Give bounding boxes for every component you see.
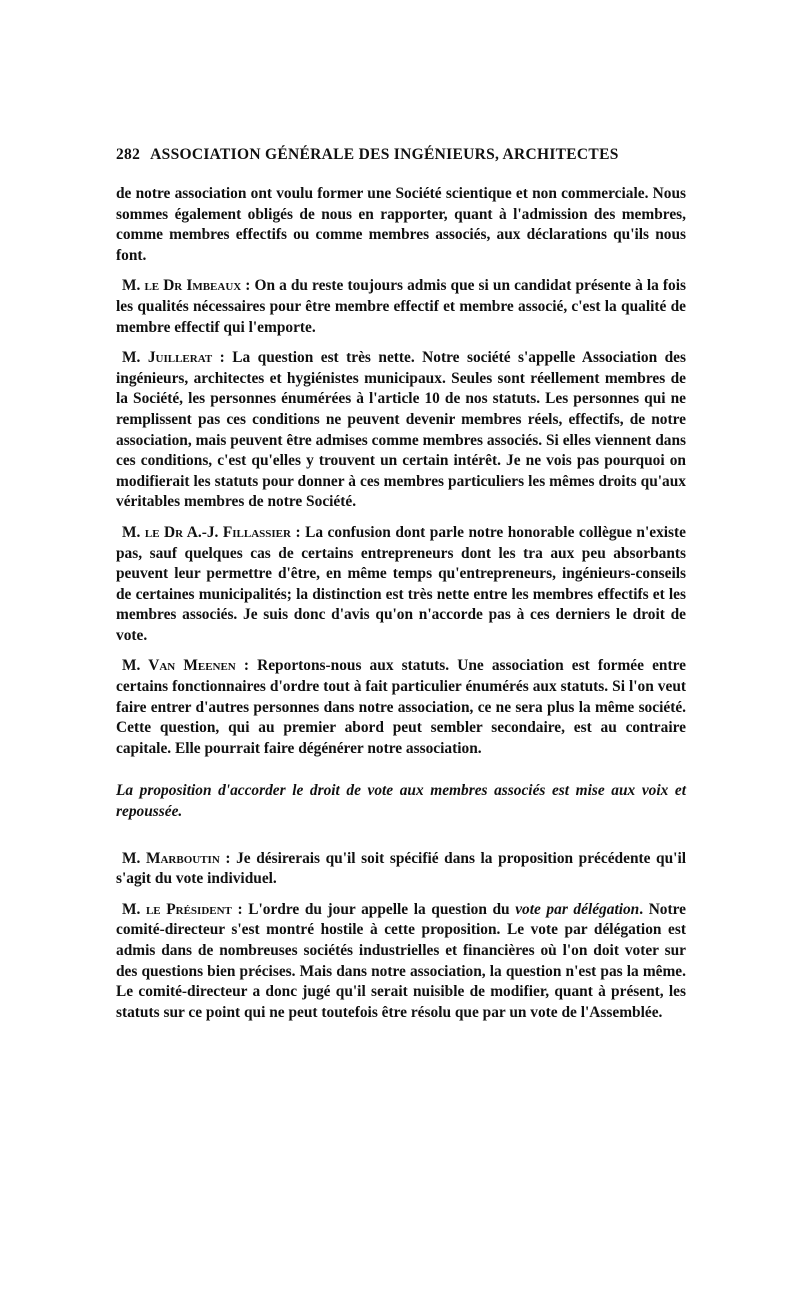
- paragraph-text: La question est très nette. Notre société s'appelle Association des ingénieurs, architectes et hygiénistes municipaux. Seules sont réellement membres de la Société, les personnes énumérées à l'article 10 de nos statuts. Les personnes qui ne remplissent pas ces conditions ne peuvent devenir membres réels, effectifs, de notre association, mais peuvent être admises comme membres associés. Si elles viennent dans ces conditions, c'est qu'elles y trouvent un certain intérêt. Je ne vois pas pourquoi on modifierait les statuts pour donner à ces membres particuliers les mêmes droits qu'aux véritables membres de notre Société.: [116, 349, 686, 511]
- paragraph-text: de notre association ont voulu former une Société scientique et non commerciale. Nous sommes également obligés de nous en rapporter, quant à l'admission des membres, comme membres effectifs ou comme membres associés, aux déclarations qu'ils nous font.: [116, 185, 686, 264]
- paragraph-marboutin: [116, 849, 686, 890]
- paragraph-text: Je désirerais qu'il soit spécifié dans la proposition précédente qu'il s'agit du vote individuel.: [116, 849, 686, 888]
- speaker-name: M. le Président :: [122, 900, 243, 918]
- running-title: ASSOCIATION GÉNÉRALE DES INGÉNIEURS, ARCHITECTES: [150, 146, 619, 163]
- paragraph-president: [116, 900, 686, 1024]
- paragraph-text: On a du reste toujours admis que si un candidat présente à la fois les qualités nécessaires pour être membre effectif et membre associé, c'est la qualité de membre effectif qui l'emporte.: [116, 277, 686, 336]
- running-header: [116, 146, 686, 164]
- paragraph-text: Reportons-nous aux statuts. Une association est formée entre certains fonctionnaires d'ordre tout à fait particulier énumérés aux statuts. Si l'on veut faire entrer d'autres personnes dans notre association, ce ne sera plus la même société. Cette question, qui au premier abord peut sembler secondaire, est au contraire capitale. Elle pourrait faire dégénérer notre association.: [116, 657, 686, 757]
- document-page: [116, 146, 686, 1033]
- paragraph-continuation: [116, 184, 686, 266]
- speaker-name: M. Van Meenen :: [122, 657, 249, 675]
- paragraph-text: L'ordre du jour appelle la question du: [242, 900, 516, 918]
- page-number: 282: [116, 146, 141, 163]
- paragraph-text: . Notre comité-directeur s'est montré hostile à cette proposition. Le vote par délégation est admis dans de nombreuses sociétés industrielles et financières où l'on doit voter sur des questions bien précises. Mais dans notre association, la question n'est pas la même. Le comité-directeur a donc jugé qu'il serait nuisible de modifier, quant à présent, les statuts sur ce point qui ne peut toutefois être résolu que par un vote de l'Assemblée.: [116, 900, 687, 1021]
- speaker-name: M. Marboutin :: [122, 849, 231, 867]
- paragraph-imbeaux: [116, 276, 686, 338]
- decision-note: La proposition d'accorder le droit de vote aux membres associés est mise aux voix et repoussée.: [116, 782, 686, 821]
- paragraph-italic-phrase: vote par délégation: [515, 900, 640, 918]
- speaker-name: M. Juillerat :: [122, 349, 225, 367]
- paragraph-van-meenen: [116, 656, 686, 759]
- paragraph-juillerat: [116, 348, 686, 513]
- paragraph-fillassier: [116, 523, 686, 647]
- speaker-name: M. le Dr Imbeaux :: [122, 277, 251, 295]
- paragraph-text: La confusion dont parle notre honorable collègue n'existe pas, sauf quelques cas de certains entrepreneurs dont les tra aux peu absorbants peuvent leur permettre d'être, en même temps qu'entrepreneurs, ingénieurs-conseils de certaines municipalités; la distinction est très nette entre les membres effectifs et les membres associés. Je suis donc d'avis qu'on n'accorde pas à ces derniers le droit de vote.: [116, 523, 686, 644]
- speaker-name: M. le Dr A.-J. Fillassier :: [122, 523, 301, 541]
